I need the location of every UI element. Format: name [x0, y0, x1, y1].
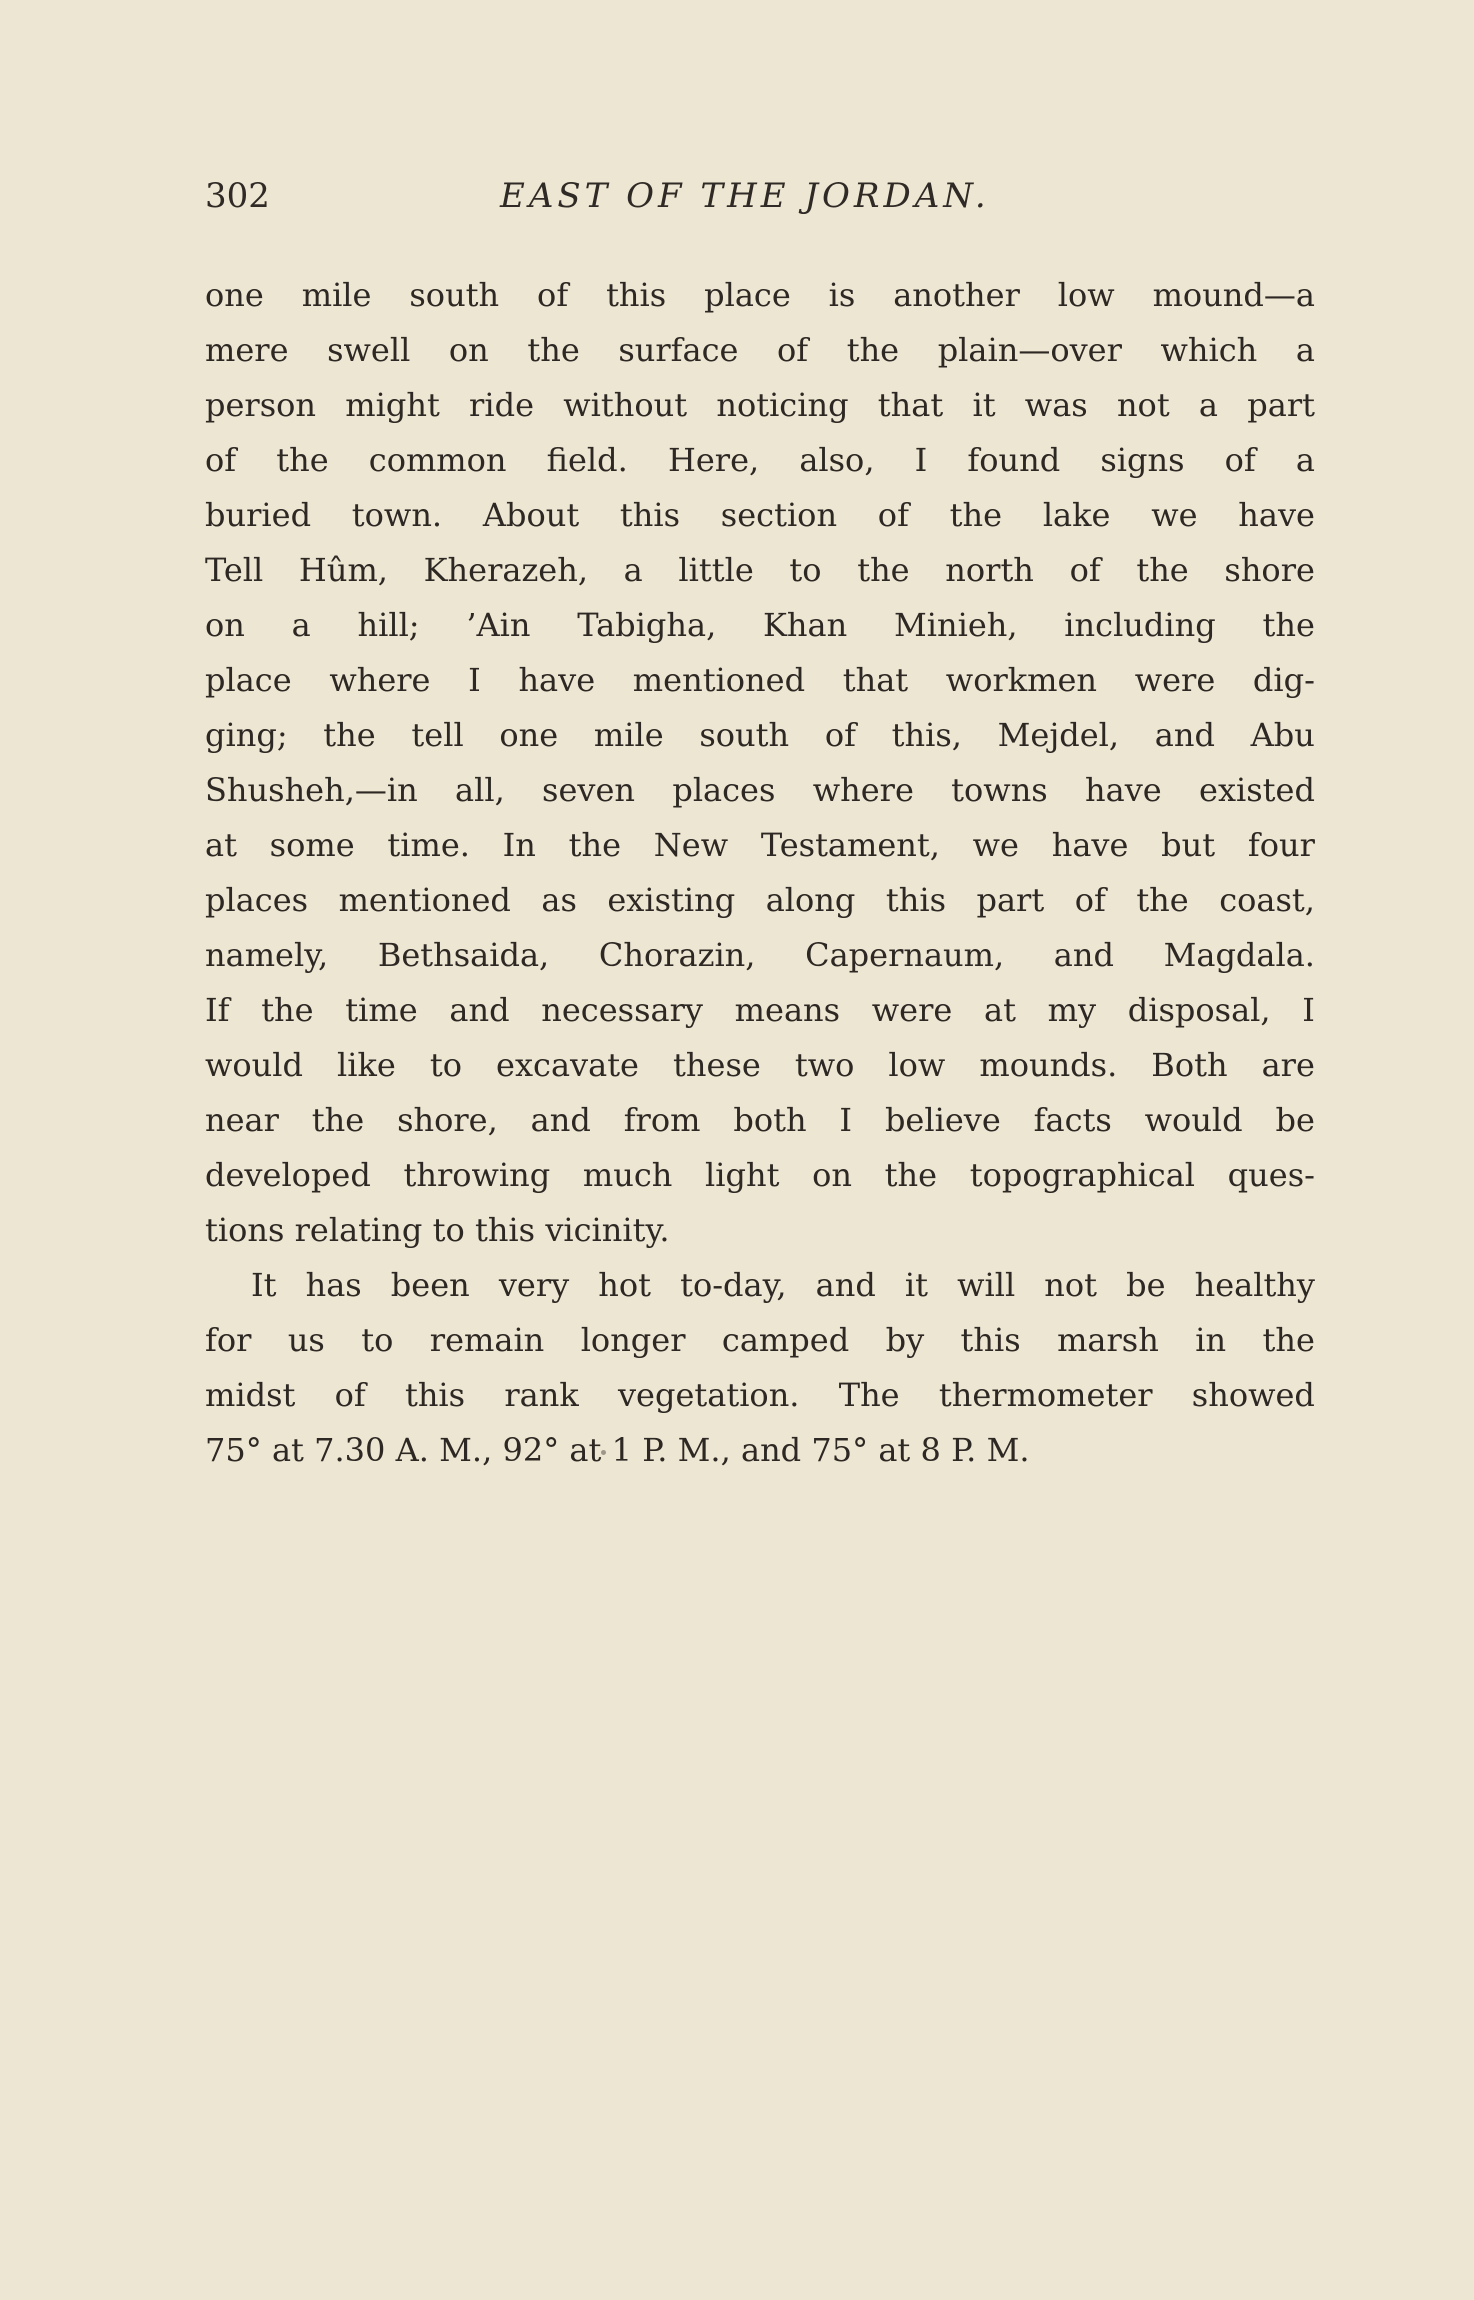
word: common [368, 441, 507, 479]
text-line [205, 323, 1315, 378]
word: at [569, 1431, 602, 1469]
word: have [1238, 496, 1315, 534]
word: my [1047, 991, 1097, 1029]
word: were [1134, 661, 1216, 699]
word: dig- [1252, 661, 1315, 699]
page-number: 302 [205, 176, 270, 216]
word: ques- [1227, 1156, 1315, 1194]
word: the [323, 716, 376, 754]
word: mounds. [979, 1046, 1118, 1084]
word: excavate [496, 1046, 639, 1084]
word: 75° [205, 1431, 262, 1469]
word: the [857, 551, 910, 589]
word: at [205, 826, 237, 864]
word: and [815, 1266, 876, 1304]
word: part [976, 881, 1045, 919]
word: by [885, 1321, 925, 1359]
word: the [527, 331, 580, 369]
word: as [541, 881, 577, 919]
word: to [429, 1046, 462, 1084]
word: I [839, 1101, 853, 1139]
word: ging; [205, 716, 288, 754]
word: were [871, 991, 953, 1029]
word: the [1262, 1321, 1315, 1359]
text-line [205, 1038, 1315, 1093]
word: buried [205, 496, 312, 534]
word: namely, [205, 936, 329, 974]
word: place [704, 276, 791, 314]
word: Abu [1250, 716, 1315, 754]
word: healthy [1194, 1266, 1315, 1304]
word: Tell [205, 551, 264, 589]
word: Both [1151, 1046, 1228, 1084]
word: to [361, 1321, 394, 1359]
word: low [888, 1046, 946, 1084]
word: the [1136, 881, 1189, 919]
word: topographical [969, 1156, 1196, 1194]
word: is [828, 276, 856, 314]
word: at [984, 991, 1016, 1029]
word: a [623, 551, 643, 589]
word: a [291, 606, 311, 644]
word: of [824, 716, 856, 754]
word: and [1154, 716, 1215, 754]
word: four [1247, 826, 1315, 864]
word: ride [469, 386, 534, 424]
word: seven [542, 771, 636, 809]
word: both [733, 1101, 807, 1139]
word: 75° [811, 1431, 869, 1469]
text-line [205, 488, 1315, 543]
text-line [205, 1258, 1315, 1313]
word: some [269, 826, 355, 864]
word: it [972, 386, 996, 424]
word: are [1261, 1046, 1315, 1084]
word: 7.30 [314, 1431, 386, 1469]
word: shore [1224, 551, 1315, 589]
word: midst [205, 1376, 296, 1414]
word: Testament, [760, 826, 940, 864]
text-line [205, 268, 1315, 323]
word: surface [618, 331, 739, 369]
text-line [205, 1423, 1315, 1478]
word: have [1051, 826, 1129, 864]
word: vegetation. [617, 1376, 800, 1414]
word: the [884, 1156, 938, 1194]
text-line [205, 983, 1315, 1038]
word: Magdala. [1163, 936, 1315, 974]
text-line [205, 1368, 1315, 1423]
word: A. [395, 1431, 429, 1469]
word: About [482, 496, 580, 534]
word: longer [580, 1321, 686, 1359]
word: relating [294, 1211, 423, 1249]
word: this [619, 496, 681, 534]
word: Hûm, [298, 551, 388, 589]
text-line [205, 653, 1315, 708]
word: mentioned [338, 881, 511, 919]
word: P. [642, 1431, 668, 1469]
word: shore, [397, 1101, 498, 1139]
word: will [957, 1266, 1016, 1304]
word: time. [387, 826, 470, 864]
word: much [582, 1156, 673, 1194]
word: have [1085, 771, 1162, 809]
word: the [949, 496, 1003, 534]
word: Shusheh,—in [205, 771, 418, 809]
word: and [449, 991, 510, 1029]
word: the [1136, 551, 1189, 589]
word: this [404, 1376, 466, 1414]
word: without [563, 386, 688, 424]
word: not [1044, 1266, 1097, 1304]
word: signs [1100, 441, 1185, 479]
word: to [432, 1211, 465, 1249]
word: like [337, 1046, 396, 1084]
word: person [205, 386, 317, 424]
word: that [842, 661, 909, 699]
word: camped [721, 1321, 850, 1359]
word: of [205, 441, 237, 479]
text-line [205, 543, 1315, 598]
word: tions [205, 1211, 285, 1249]
word: one [499, 716, 559, 754]
word: section [720, 496, 838, 534]
word: along [765, 881, 856, 919]
word: been [390, 1266, 470, 1304]
running-head: EAST OF THE JORDAN. [500, 176, 990, 216]
word: It [251, 1266, 277, 1304]
word: have [518, 661, 596, 699]
word: at [878, 1431, 911, 1469]
word: this [606, 276, 667, 314]
word: workmen [945, 661, 1098, 699]
word: the [568, 826, 622, 864]
word: Khan [763, 606, 848, 644]
word: disposal, [1127, 991, 1271, 1029]
word: from [623, 1101, 701, 1139]
word: mere [205, 331, 289, 369]
word: 92° [502, 1431, 560, 1469]
word: remain [429, 1321, 545, 1359]
word: P. [951, 1431, 977, 1469]
word: this [474, 1211, 536, 1249]
word: little [678, 551, 754, 589]
word: Mejdel, [997, 716, 1120, 754]
word: towns [951, 771, 1048, 809]
word: but [1161, 826, 1216, 864]
word: 8 [920, 1431, 941, 1469]
word: place [205, 661, 292, 699]
word: hot [598, 1266, 652, 1304]
word: existed [1199, 771, 1315, 809]
word: has [305, 1266, 362, 1304]
word: might [345, 386, 440, 424]
word: also, [799, 441, 875, 479]
word: lake [1042, 496, 1111, 534]
word: places [205, 881, 309, 919]
word: at [271, 1431, 304, 1469]
word: one [205, 276, 264, 314]
word: these [673, 1046, 761, 1084]
word: found [967, 441, 1061, 479]
word: two [794, 1046, 855, 1084]
word: a [1295, 331, 1315, 369]
text-line [205, 1313, 1315, 1368]
word: of [537, 276, 569, 314]
word: another [893, 276, 1020, 314]
word: all, [455, 771, 505, 809]
word: for [205, 1321, 252, 1359]
word: M., [677, 1431, 731, 1469]
word: on [812, 1156, 852, 1194]
word: The [838, 1376, 900, 1414]
ink-speck [601, 1450, 606, 1455]
word: thermometer [938, 1376, 1153, 1414]
word: south [699, 716, 790, 754]
word: Chorazin, [598, 936, 756, 974]
word: be [1126, 1266, 1166, 1304]
word: coast, [1219, 881, 1315, 919]
word: of [1074, 881, 1106, 919]
word: I [914, 441, 928, 479]
word: 1 [611, 1431, 632, 1469]
word: including [1064, 606, 1216, 644]
text-line [205, 1148, 1315, 1203]
word: noticing [716, 386, 849, 424]
word: us [287, 1321, 325, 1359]
word: of [1069, 551, 1101, 589]
word: to-day, [680, 1266, 787, 1304]
word: a [1198, 386, 1218, 424]
word: tell [411, 716, 464, 754]
word: the [846, 331, 900, 369]
word: mile [301, 276, 372, 314]
word: we [972, 826, 1019, 864]
word: the [261, 991, 314, 1029]
text-line [205, 433, 1315, 488]
word: M. [986, 1431, 1030, 1469]
word: very [498, 1266, 570, 1304]
word: of [334, 1376, 366, 1414]
word: it [904, 1266, 929, 1304]
word: and [530, 1101, 591, 1139]
word: plain—over [937, 331, 1122, 369]
word: in [1195, 1321, 1227, 1359]
word: light [705, 1156, 780, 1194]
word: would [205, 1046, 303, 1084]
word: south [409, 276, 500, 314]
word: M., [439, 1431, 493, 1469]
word: where [812, 771, 914, 809]
word: rank [504, 1376, 579, 1414]
word: showed [1191, 1376, 1315, 1414]
word: this [885, 881, 946, 919]
text-line [205, 1093, 1315, 1148]
word: Tabigha, [577, 606, 717, 644]
word: low [1057, 276, 1115, 314]
word: on [448, 331, 489, 369]
text-line [205, 378, 1315, 433]
word: time [345, 991, 418, 1029]
word: developed [205, 1156, 371, 1194]
word: near [205, 1101, 279, 1139]
word: mentioned [632, 661, 806, 699]
text-line [205, 763, 1315, 818]
word: ’Ain [466, 606, 531, 644]
word: Bethsaida, [377, 936, 550, 974]
word: of [877, 496, 909, 534]
word: Here, [667, 441, 760, 479]
word: I [468, 661, 481, 699]
word: mile [593, 716, 664, 754]
body-text [205, 268, 1315, 1478]
word: hill; [357, 606, 420, 644]
word: which [1160, 331, 1258, 369]
word: this [960, 1321, 1021, 1359]
word: necessary [541, 991, 703, 1029]
page-header [205, 176, 1309, 222]
word: this, [891, 716, 962, 754]
word: the [1262, 606, 1315, 644]
word: we [1151, 496, 1198, 534]
word: where [329, 661, 431, 699]
text-line [205, 598, 1315, 653]
word: of [1224, 441, 1256, 479]
word: I [1302, 991, 1315, 1029]
word: Capernaum, [805, 936, 1005, 974]
word: New [653, 826, 729, 864]
word: and [1053, 936, 1114, 974]
word: the [311, 1101, 365, 1139]
word: existing [607, 881, 736, 919]
word: and [740, 1431, 802, 1469]
word: of [777, 331, 809, 369]
word: on [205, 606, 245, 644]
word: means [734, 991, 841, 1029]
word: to [789, 551, 822, 589]
text-line [205, 1203, 1315, 1258]
word: town. [351, 496, 443, 534]
word: believe [884, 1101, 1001, 1139]
word: throwing [403, 1156, 551, 1194]
text-line [205, 928, 1315, 983]
word: In [502, 826, 536, 864]
word: If [205, 991, 230, 1029]
word: facts [1033, 1101, 1112, 1139]
word: mound—a [1152, 276, 1315, 314]
word: that [877, 386, 944, 424]
word: Minieh, [893, 606, 1018, 644]
word: vicinity. [545, 1211, 670, 1249]
word: not [1116, 386, 1170, 424]
word: north [945, 551, 1034, 589]
text-line [205, 818, 1315, 873]
word: marsh [1057, 1321, 1159, 1359]
word: Kherazeh, [423, 551, 589, 589]
text-line [205, 708, 1315, 763]
text-line [205, 873, 1315, 928]
word: part [1247, 386, 1315, 424]
word: was [1024, 386, 1088, 424]
word: field. [546, 441, 628, 479]
word: be [1275, 1101, 1315, 1139]
word: would [1144, 1101, 1243, 1139]
word: the [276, 441, 329, 479]
word: a [1295, 441, 1315, 479]
word: places [672, 771, 776, 809]
word: swell [327, 331, 411, 369]
